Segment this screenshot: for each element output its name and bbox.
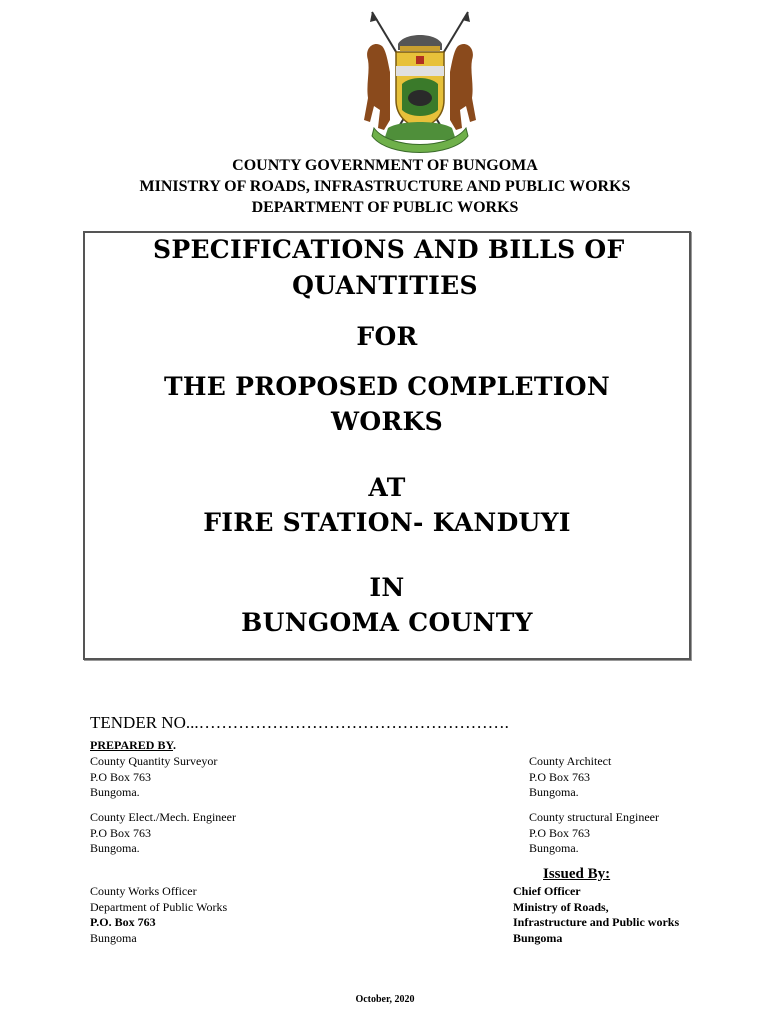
coat-of-arms-icon (360, 10, 480, 160)
document-date: October, 2020 (355, 994, 415, 1005)
contact-town: Bungoma. (90, 785, 140, 799)
tender-number: TENDER NO...………………………………………………. (90, 713, 509, 732)
contact-quantity-surveyor (90, 754, 217, 801)
contact-box: P.O Box 763 (529, 825, 591, 840)
title-line-in: IN (369, 573, 405, 602)
title-line-1: SPECIFICATIONS AND BILLS OF (153, 235, 625, 264)
header-department: DEPARTMENT OF PUBLIC WORKS (251, 199, 519, 216)
header-ministry: MINISTRY OF ROADS, INFRASTRUCTURE AND PUBLIC WORKS (139, 178, 631, 195)
contact-title: Chief Officer (513, 884, 581, 898)
header-county: COUNTY GOVERNMENT OF BUNGOMA (232, 157, 538, 174)
contact-box: P.O. Box 763 (90, 915, 156, 929)
contact-town: Bungoma (90, 930, 137, 945)
contact-town: Bungoma. (529, 785, 579, 799)
contact-ministry: Ministry of Roads, (513, 899, 609, 914)
contact-department: Department of Public Works (90, 899, 228, 914)
contact-structural-engineer (529, 810, 659, 857)
contact-town: Bungoma. (529, 841, 579, 855)
contact-ministry-2: Infrastructure and Public works (513, 915, 680, 929)
title-line-2: QUANTITIES (292, 271, 478, 300)
title-line-site: FIRE STATION- KANDUYI (203, 508, 571, 537)
contact-chief-officer (513, 884, 679, 946)
prepared-by-label (90, 738, 176, 754)
contact-box: P.O Box 763 (529, 769, 591, 784)
contact-elect-mech-engineer (90, 810, 236, 857)
contact-town: Bungoma (513, 930, 563, 945)
issued-by-label: Issued By: (543, 866, 611, 882)
prepared-by-punct: . (173, 738, 177, 752)
title-line-at: AT (368, 473, 406, 502)
contact-title: County structural Engineer (529, 810, 659, 824)
title-line-project-2: WORKS (331, 407, 443, 436)
contact-box: P.O Box 763 (90, 769, 152, 784)
contact-title: County Works Officer (90, 884, 197, 898)
contact-town: Bungoma. (90, 841, 140, 855)
contact-works-officer (90, 884, 227, 946)
coat-of-arms (360, 10, 480, 160)
title-line-for: FOR (356, 322, 418, 351)
contact-title: County Elect./Mech. Engineer (90, 810, 236, 824)
prepared-by-text: PREPARED BY (90, 738, 174, 752)
title-line-project-1: THE PROPOSED COMPLETION (163, 372, 610, 401)
contact-title: County Architect (529, 754, 612, 768)
contact-box: P.O Box 763 (90, 825, 152, 840)
title-line-county: BUNGOMA COUNTY (241, 608, 533, 637)
contact-title: County Quantity Surveyor (90, 754, 218, 768)
contact-architect (529, 754, 611, 801)
